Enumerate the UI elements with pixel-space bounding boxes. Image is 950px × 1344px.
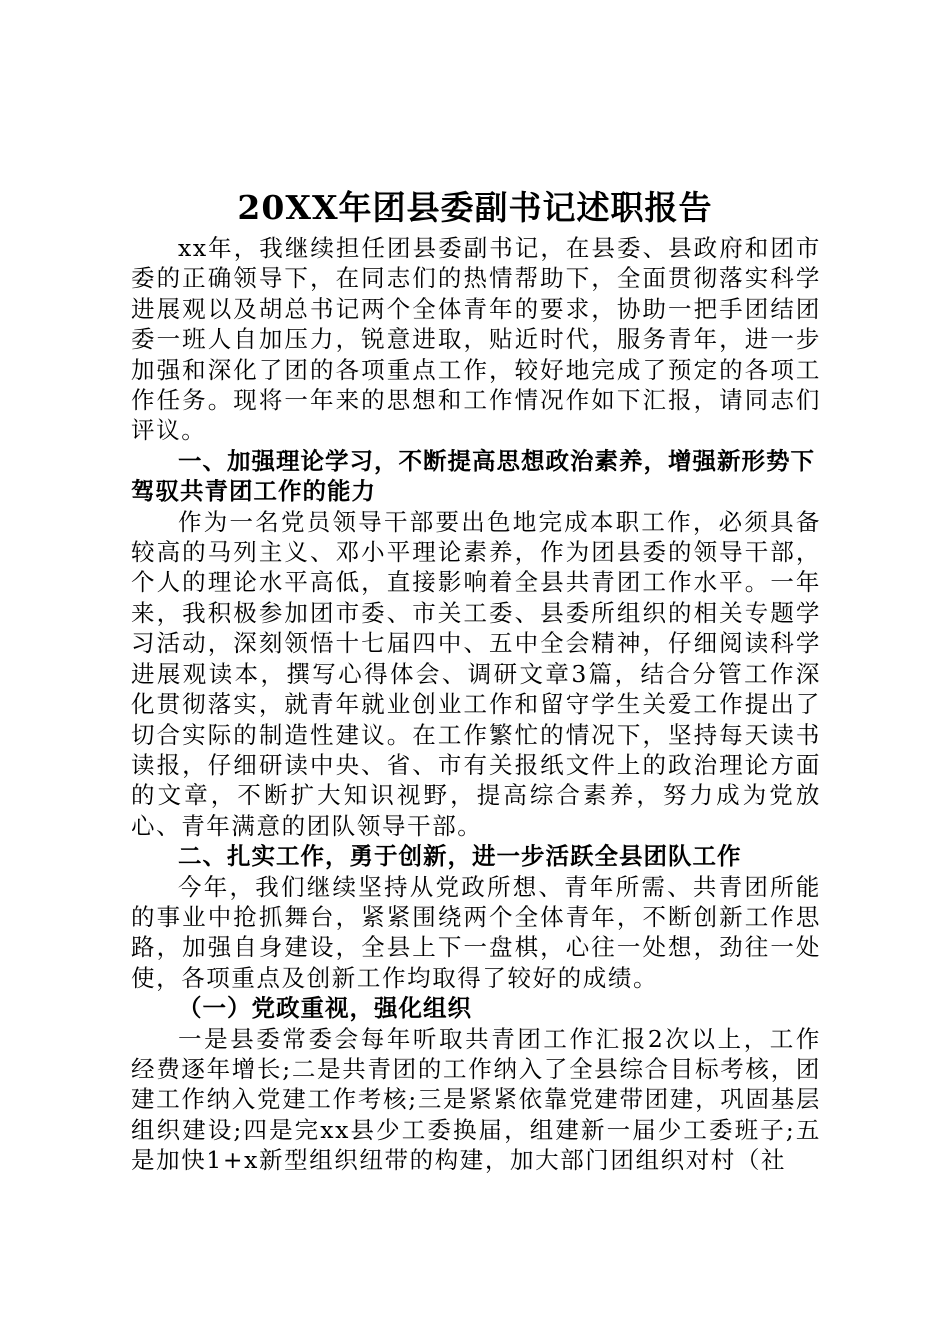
intro-paragraph: xx年，我继续担任团县委副书记，在县委、县政府和团市委的正确领导下，在同志们的热情帮助下，全面贯彻落实科学进展观以及胡总书记两个全体青年的要求，协助一把手团结团委一班人自加压力，锐意进取，贴近时代，服务青年，进一步加强和深化了团的各项重点工作，较好地完成了预定的各项工作任务。现将一年来的思想和工作情况作如下汇报，请同志们评议。 [131,234,821,445]
section-1-paragraph: 作为一名党员领导干部要出色地完成本职工作，必须具备较高的马列主义、邓小平理论素养，作为团县委的领导干部，个人的理论水平高低，直接影响着全县共青团工作水平。一年来，我积极参加团市委、市关工委、县委所组织的相关专题学习活动，深刻领悟十七届四中、五中全会精神，仔细阅读科学进展观读本，撰写心得体会、调研文章3篇，结合分管工作深化贯彻落实，就青年就业创业工作和留守学生关爱工作提出了切合实际的制造性建议。在工作繁忙的情况下，坚持每天读书读报，仔细研读中央、省、市有关报纸文件上的政治理论方面的文章，不断扩大知识视野，提高综合素养，努力成为党放心、青年满意的团队领导干部。 [131,507,821,840]
section-2-paragraph: 今年，我们继续坚持从党政所想、青年所需、共青团所能的事业中抢抓舞台，紧紧围绕两个全体青年，不断创新工作思路，加强自身建设，全县上下一盘棋，心往一处想，劲往一处使，各项重点及创新工作均取得了较好的成绩。 [131,872,821,992]
document-body [131,233,821,1176]
section-1-heading: 一、加强理论学习，不断提高思想政治素养，增强新形势下驾驭共青团工作的能力 [131,446,815,506]
section-2-heading: 二、扎实工作，勇于创新，进一步活跃全县团队工作 [178,842,742,871]
subsection-1-paragraph: 一是县委常委会每年听取共青团工作汇报2次以上，工作经费逐年增长;二是共青团的工作纳入了全县综合目标考核，团建工作纳入党建工作考核;三是紧紧依靠党建带团建，巩固基层组织建设;四是完xx县少工委换届，组建新一届少工委班子;五是加快1+x新型组织纽带的构建，加大部门团组织对村（社 [131,1024,821,1175]
subsection-1-heading: （一）党政重视，强化组织 [178,994,472,1023]
document-title: 20XX年团县委副书记述职报告 [237,188,713,227]
